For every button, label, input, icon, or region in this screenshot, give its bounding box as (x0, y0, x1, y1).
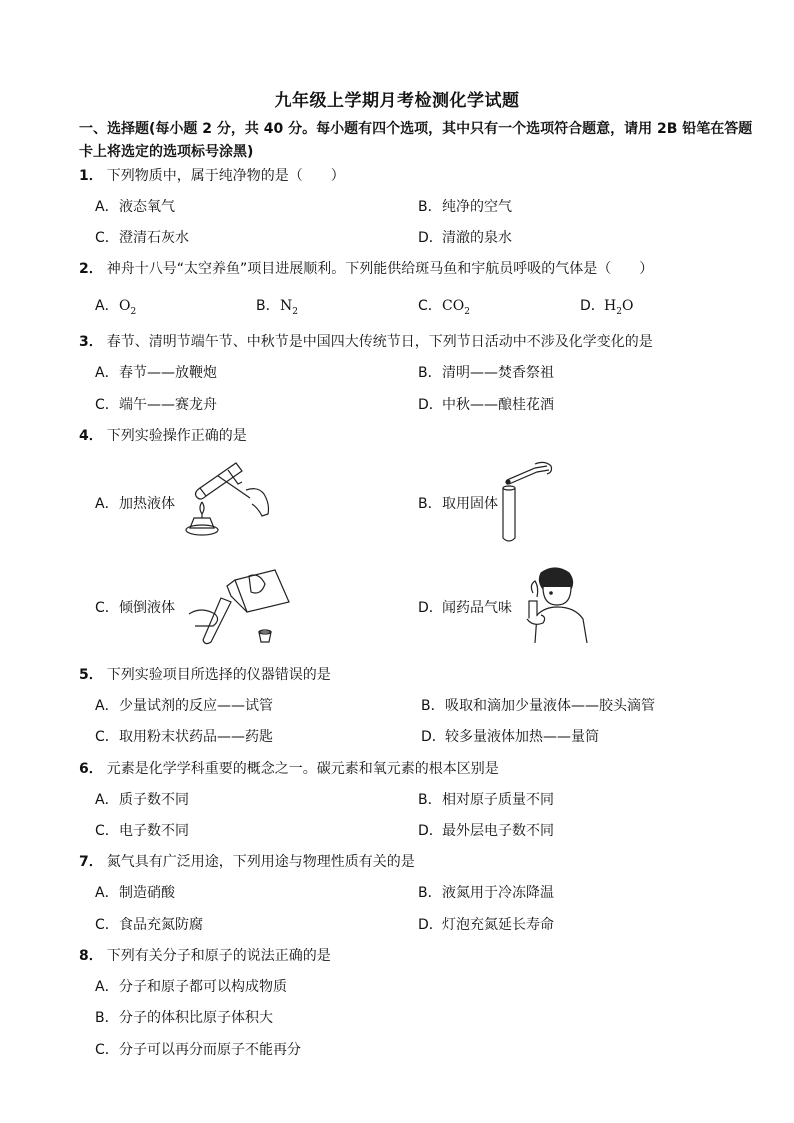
exam-title: 九年级上学期月考检测化学试题 (274, 91, 520, 111)
option-6b (418, 789, 554, 809)
section-heading: 一、选择题(每小题 2 分，共 40 分。每小题有四个选项，其中只有一个选项符合题意，请用 2B 铅笔在答题卡上将选定的选项标号涂黑) (79, 121, 753, 160)
option-text: 取用粉末状药品——药匙 (119, 729, 273, 745)
option-1b (418, 196, 512, 216)
option-text: 少量试剂的反应——试管 (119, 698, 273, 714)
option-label: C． (95, 600, 119, 616)
option-5d (421, 726, 599, 746)
option-text: 最外层电子数不同 (442, 823, 554, 839)
question-5 (79, 664, 331, 684)
option-text: 春节——放鞭炮 (119, 365, 217, 381)
option-label: C． (95, 397, 119, 413)
formula-n2 (280, 298, 298, 317)
option-label: D． (418, 917, 443, 933)
option-6c (95, 820, 189, 840)
formula-symbol: N (280, 298, 293, 314)
option-text: 清澈的泉水 (442, 230, 512, 246)
question-number: 7． (79, 854, 103, 870)
option-4b (418, 493, 498, 513)
option-6d (418, 820, 554, 840)
option-text: 较多量液体加热——量筒 (445, 729, 599, 745)
option-1c (95, 227, 189, 247)
option-label: D． (418, 230, 443, 246)
option-5c (95, 726, 273, 746)
option-label: D． (418, 823, 443, 839)
option-8b (95, 1007, 273, 1027)
option-label: A． (95, 885, 119, 901)
option-text: 分子的体积比原子体积大 (119, 1010, 273, 1026)
option-4c (95, 597, 175, 617)
formula-subscript: 2 (616, 306, 622, 317)
option-text: 分子和原子都可以构成物质 (119, 979, 287, 995)
option-label: B． (418, 496, 442, 512)
question-text: 神舟十八号“太空养鱼”项目进展顺利。下列能供给斑马鱼和宇航员呼吸的气体是（ ） (106, 261, 654, 277)
option-label: C． (95, 823, 119, 839)
option-5b (421, 695, 655, 715)
option-label: B． (418, 792, 442, 808)
option-7a (95, 882, 175, 902)
formula-o2 (119, 298, 137, 317)
option-label: A． (95, 792, 119, 808)
formula-subscript: 2 (130, 306, 137, 317)
question-8 (79, 945, 331, 965)
option-text: 闻药品气味 (442, 600, 512, 616)
option-label: B． (256, 298, 280, 314)
formula-symbol: O (621, 298, 634, 314)
question-number: 6． (79, 761, 103, 777)
option-label: B． (418, 885, 442, 901)
option-label: C． (95, 917, 119, 933)
heating-liquid-icon (178, 458, 278, 538)
option-8a (95, 976, 287, 996)
pouring-liquid-icon (185, 562, 300, 650)
question-number: 8． (79, 948, 103, 964)
option-text: 加热液体 (119, 496, 175, 512)
option-8c (95, 1039, 301, 1059)
question-text: 春节、清明节端午节、中秋节是中国四大传统节日，下列节日活动中不涉及化学变化的是 (106, 334, 653, 350)
option-7b (418, 882, 554, 902)
option-2c (418, 295, 470, 317)
option-5a (95, 695, 273, 715)
formula-co2 (442, 298, 470, 317)
option-text: 倾倒液体 (119, 600, 175, 616)
option-3d (418, 394, 554, 414)
option-text: 液态氧气 (119, 199, 175, 215)
option-1a (95, 196, 175, 216)
question-2 (79, 258, 653, 278)
question-6 (79, 758, 499, 778)
question-text: 下列实验操作正确的是 (106, 428, 247, 444)
option-label: A． (95, 199, 119, 215)
option-2a (95, 295, 136, 317)
question-text: 元素是化学学科重要的概念之一。碳元素和氧元素的根本区别是 (106, 761, 499, 777)
question-number: 1． (79, 168, 103, 184)
option-label: D． (418, 397, 443, 413)
option-text: 吸取和滴加少量液体——胶头滴管 (445, 698, 655, 714)
option-3c (95, 394, 217, 414)
option-2d (580, 295, 633, 317)
option-2b (256, 295, 298, 317)
option-text: 澄清石灰水 (119, 230, 189, 246)
option-text: 电子数不同 (119, 823, 189, 839)
formula-symbol: O (119, 298, 131, 314)
formula-h2o (604, 298, 634, 317)
option-text: 相对原子质量不同 (442, 792, 554, 808)
option-text: 制造硝酸 (119, 885, 175, 901)
option-label: B． (421, 698, 445, 714)
option-label: C． (95, 230, 119, 246)
taking-solid-icon (495, 460, 555, 545)
option-text: 纯净的空气 (442, 199, 512, 215)
smelling-reagent-icon (515, 565, 591, 643)
question-text: 下列实验项目所选择的仪器错误的是 (106, 667, 331, 683)
option-text: 食品充氮防腐 (119, 917, 203, 933)
option-label: A． (95, 979, 119, 995)
option-7d (418, 914, 554, 934)
option-label: B． (418, 365, 442, 381)
question-text: 下列物质中，属于纯净物的是（ ） (106, 168, 345, 184)
option-text: 中秋——酿桂花酒 (442, 397, 554, 413)
question-text: 下列有关分子和原子的说法正确的是 (106, 948, 331, 964)
option-text: 端午——赛龙舟 (119, 397, 217, 413)
formula-symbol: H (604, 298, 617, 314)
option-3b (418, 362, 554, 382)
option-label: B． (95, 1010, 119, 1026)
question-text: 氮气具有广泛用途，下列用途与物理性质有关的是 (106, 854, 415, 870)
question-7 (79, 851, 415, 871)
option-text: 分子可以再分而原子不能再分 (119, 1042, 301, 1058)
formula-symbol: CO (442, 298, 465, 314)
option-3a (95, 362, 217, 382)
option-text: 灯泡充氮延长寿命 (442, 917, 554, 933)
option-text: 取用固体 (442, 496, 498, 512)
question-number: 2． (79, 261, 103, 277)
question-3 (79, 331, 653, 351)
option-4a (95, 493, 175, 513)
question-number: 3． (79, 334, 103, 350)
option-1d (418, 227, 512, 247)
option-label: D． (421, 729, 446, 745)
option-label: C． (95, 1042, 119, 1058)
question-number: 4． (79, 428, 103, 444)
option-6a (95, 789, 189, 809)
formula-subscript: 2 (292, 306, 298, 317)
option-7c (95, 914, 203, 934)
option-text: 清明——焚香祭祖 (442, 365, 554, 381)
option-label: D． (418, 600, 443, 616)
option-label: C． (418, 298, 442, 314)
question-number: 5． (79, 667, 103, 683)
option-4d (418, 597, 512, 617)
question-1 (79, 165, 345, 185)
option-text: 质子数不同 (119, 792, 189, 808)
option-label: C． (95, 729, 119, 745)
formula-subscript: 2 (464, 306, 470, 317)
option-text: 液氮用于冷冻降温 (442, 885, 554, 901)
option-label: A． (95, 496, 119, 512)
question-4 (79, 425, 247, 445)
option-label: A． (95, 298, 119, 314)
option-label: B． (418, 199, 442, 215)
option-label: A． (95, 365, 119, 381)
option-label: D． (580, 298, 605, 314)
option-label: A． (95, 698, 119, 714)
